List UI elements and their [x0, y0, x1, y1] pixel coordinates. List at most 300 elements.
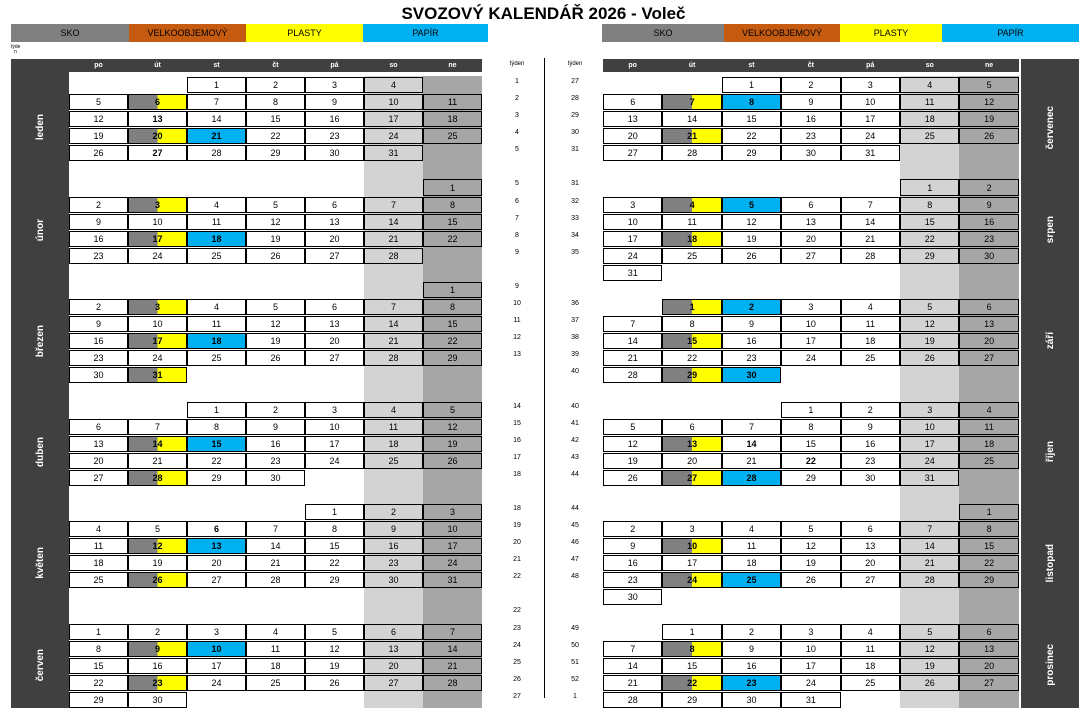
week-number: 18 [513, 505, 521, 512]
day-cell: 4 [364, 77, 423, 93]
week-number: 13 [513, 351, 521, 359]
day-cell: 14 [128, 436, 187, 452]
day-cell: 3 [603, 197, 662, 213]
day-cell: 9 [69, 316, 128, 332]
day-cell: 14 [603, 333, 662, 349]
day-cell: 3 [781, 299, 840, 315]
week-number: 3 [515, 112, 519, 120]
day-cell: 28 [128, 470, 187, 486]
day-cell: 23 [364, 555, 423, 571]
week-header-left: týden [509, 61, 525, 67]
legend-right [602, 24, 1079, 42]
day-cell: 13 [364, 641, 423, 657]
month-label-right-4 [1021, 503, 1079, 623]
day-cell: 11 [662, 214, 721, 230]
week-number: 23 [513, 624, 521, 632]
week-number: 16 [513, 436, 521, 444]
week-number: 32 [571, 197, 579, 205]
day-cell: 30 [781, 145, 840, 161]
day-cell: 26 [900, 675, 959, 691]
day-cell: 27 [364, 675, 423, 691]
day-cell: 12 [69, 111, 128, 127]
day-cell: 30 [722, 367, 781, 383]
day-cell: 5 [305, 624, 364, 640]
day-cell: 25 [187, 350, 246, 366]
week-number: 47 [571, 556, 579, 564]
day-header-5: so [925, 62, 934, 69]
day-cell: 24 [187, 675, 246, 691]
day-cell: 18 [722, 555, 781, 571]
day-cell: 8 [187, 419, 246, 435]
day-cell: 11 [959, 419, 1018, 435]
day-cell: 11 [187, 316, 246, 332]
day-cell: 21 [841, 231, 900, 247]
day-cell: 14 [187, 111, 246, 127]
day-cell: 12 [781, 538, 840, 554]
day-cell: 12 [959, 94, 1018, 110]
week-number: 22 [513, 573, 521, 581]
day-cell: 25 [722, 572, 781, 588]
week-number: 31 [571, 180, 579, 188]
day-cell: 25 [246, 675, 305, 691]
day-cell: 2 [722, 299, 781, 315]
month-name: březen [34, 324, 46, 357]
day-cell: 9 [128, 641, 187, 657]
day-cell: 4 [841, 624, 900, 640]
day-cell: 24 [662, 572, 721, 588]
day-cell: 3 [187, 624, 246, 640]
day-cell: 5 [959, 77, 1018, 93]
day-cell: 17 [187, 658, 246, 674]
month-name: září [1044, 332, 1056, 350]
day-cell: 16 [722, 658, 781, 674]
week-number: 12 [513, 334, 521, 342]
day-cell: 9 [841, 419, 900, 435]
day-cell: 25 [662, 248, 721, 264]
day-cell: 22 [662, 350, 721, 366]
day-cell: 22 [246, 128, 305, 144]
corner-subtext: n [14, 49, 17, 55]
day-header-4: pá [866, 62, 875, 69]
month-name: červen [34, 649, 46, 682]
day-cell: 16 [305, 111, 364, 127]
day-cell: 25 [423, 128, 482, 144]
day-cell: 11 [900, 94, 959, 110]
day-cell: 29 [69, 692, 128, 708]
day-cell: 9 [959, 197, 1018, 213]
day-cell: 22 [781, 453, 840, 469]
day-cell: 8 [959, 521, 1018, 537]
day-cell: 29 [781, 470, 840, 486]
month-name: duben [34, 436, 46, 467]
day-cell: 15 [662, 658, 721, 674]
day-header-1: út [688, 62, 696, 69]
week-number: 33 [571, 214, 579, 222]
month-label-left-3 [11, 401, 69, 503]
day-cell: 10 [423, 521, 482, 537]
day-cell: 4 [841, 299, 900, 315]
day-cell: 16 [959, 214, 1018, 230]
day-cell: 19 [900, 658, 959, 674]
week-number: 41 [571, 419, 579, 427]
week-number: 10 [513, 300, 521, 308]
day-cell: 20 [187, 555, 246, 571]
week-number: 15 [513, 419, 521, 427]
week-number: 31 [571, 146, 579, 154]
day-cell: 24 [603, 248, 662, 264]
day-cell: 10 [128, 214, 187, 230]
day-cell: 28 [423, 675, 482, 691]
day-cell: 20 [69, 453, 128, 469]
day-cell: 17 [603, 231, 662, 247]
day-cell: 14 [841, 214, 900, 230]
day-cell: 24 [841, 128, 900, 144]
day-cell: 4 [246, 624, 305, 640]
day-cell: 13 [305, 316, 364, 332]
day-cell: 3 [781, 624, 840, 640]
day-cell: 6 [187, 521, 246, 537]
day-cell: 9 [722, 641, 781, 657]
day-cell: 18 [959, 436, 1018, 452]
day-cell: 30 [364, 572, 423, 588]
day-cell: 22 [187, 453, 246, 469]
day-cell: 29 [187, 470, 246, 486]
day-cell: 17 [781, 658, 840, 674]
day-cell: 15 [423, 316, 482, 332]
week-number: 38 [571, 334, 579, 342]
day-cell: 2 [781, 77, 840, 93]
day-cell: 13 [69, 436, 128, 452]
day-cell: 24 [781, 350, 840, 366]
day-cell: 14 [900, 538, 959, 554]
day-cell: 29 [305, 572, 364, 588]
day-cell: 15 [781, 436, 840, 452]
day-cell: 16 [364, 538, 423, 554]
day-cell: 8 [900, 197, 959, 213]
month-name: únor [34, 218, 46, 241]
day-cell: 21 [364, 231, 423, 247]
day-cell: 17 [781, 333, 840, 349]
day-cell: 2 [69, 299, 128, 315]
corner-text: týde [11, 44, 21, 50]
day-cell: 5 [128, 521, 187, 537]
day-cell: 14 [722, 436, 781, 452]
day-cell: 21 [246, 555, 305, 571]
day-cell: 20 [364, 658, 423, 674]
day-cell: 2 [364, 504, 423, 520]
day-cell: 16 [603, 555, 662, 571]
week-number: 18 [513, 470, 521, 478]
day-cell: 17 [423, 538, 482, 554]
day-cell: 24 [305, 453, 364, 469]
day-cell: 23 [722, 675, 781, 691]
day-header-6: ne [984, 62, 994, 69]
day-cell: 19 [722, 231, 781, 247]
day-cell: 26 [246, 248, 305, 264]
day-cell: 26 [69, 145, 128, 161]
day-cell: 19 [781, 555, 840, 571]
day-cell: 11 [364, 419, 423, 435]
day-cell: 20 [662, 453, 721, 469]
day-cell: 23 [722, 350, 781, 366]
day-cell: 15 [900, 214, 959, 230]
day-cell: 24 [128, 350, 187, 366]
week-number: 44 [571, 505, 579, 512]
legend-plasty: PLASTY [246, 24, 363, 42]
day-cell: 5 [900, 299, 959, 315]
day-header-3: čt [807, 62, 814, 69]
day-cell: 23 [305, 128, 364, 144]
day-cell: 28 [364, 248, 423, 264]
day-cell: 18 [900, 111, 959, 127]
day-cell: 28 [603, 692, 662, 708]
month-label-right-0 [1021, 76, 1079, 178]
day-cell: 8 [662, 316, 721, 332]
day-cell: 11 [187, 214, 246, 230]
day-cell: 19 [423, 436, 482, 452]
day-cell: 28 [722, 470, 781, 486]
day-cell: 15 [662, 333, 721, 349]
day-cell: 29 [662, 692, 721, 708]
day-cell: 20 [781, 231, 840, 247]
day-cell: 22 [662, 675, 721, 691]
day-cell: 6 [959, 624, 1018, 640]
day-cell: 1 [69, 624, 128, 640]
day-cell: 1 [423, 179, 482, 195]
week-number: 39 [571, 351, 579, 359]
day-cell: 14 [662, 111, 721, 127]
day-cell: 27 [662, 470, 721, 486]
day-header-2: st [748, 62, 755, 69]
day-header-0: po [94, 62, 103, 69]
day-cell: 7 [364, 197, 423, 213]
month-name: červenec [1044, 105, 1056, 149]
day-cell: 7 [246, 521, 305, 537]
day-cell: 9 [603, 538, 662, 554]
center-divider [544, 58, 545, 698]
week-number: 30 [571, 129, 579, 137]
day-cell: 14 [246, 538, 305, 554]
day-cell: 25 [900, 128, 959, 144]
day-cell: 27 [959, 675, 1018, 691]
legend-papír: PAPÍR [363, 24, 488, 42]
day-cell: 8 [722, 94, 781, 110]
day-cell: 26 [423, 453, 482, 469]
day-cell: 12 [423, 419, 482, 435]
day-cell: 19 [900, 333, 959, 349]
day-cell: 3 [841, 77, 900, 93]
week-number: 22 [513, 607, 521, 615]
day-header-2: st [213, 62, 220, 69]
day-cell: 20 [603, 128, 662, 144]
day-cell: 22 [423, 231, 482, 247]
day-cell: 23 [841, 453, 900, 469]
day-cell: 8 [246, 94, 305, 110]
day-cell: 13 [959, 641, 1018, 657]
day-cell: 1 [722, 77, 781, 93]
month-label-left-5 [11, 623, 69, 708]
day-cell: 7 [128, 419, 187, 435]
day-cell: 21 [662, 128, 721, 144]
day-cell: 27 [187, 572, 246, 588]
day-cell: 7 [187, 94, 246, 110]
day-cell: 6 [69, 419, 128, 435]
day-cell: 1 [187, 77, 246, 93]
week-number: 26 [513, 675, 521, 683]
day-cell: 7 [662, 94, 721, 110]
day-cell: 8 [423, 299, 482, 315]
day-cell: 27 [128, 145, 187, 161]
day-cell: 2 [246, 77, 305, 93]
day-cell: 2 [841, 402, 900, 418]
day-cell: 3 [662, 521, 721, 537]
day-cell: 13 [603, 111, 662, 127]
day-cell: 22 [423, 333, 482, 349]
day-cell: 3 [128, 197, 187, 213]
day-cell: 21 [722, 453, 781, 469]
day-cell: 27 [603, 145, 662, 161]
day-cell: 6 [305, 299, 364, 315]
day-cell: 23 [603, 572, 662, 588]
week-number: 49 [571, 624, 579, 632]
day-cell: 3 [128, 299, 187, 315]
day-cell: 4 [364, 402, 423, 418]
week-number: 19 [513, 522, 521, 530]
day-cell: 19 [603, 453, 662, 469]
day-cell: 25 [69, 572, 128, 588]
legend-sko: SKO [11, 24, 129, 42]
day-cell: 24 [781, 675, 840, 691]
day-cell: 16 [722, 333, 781, 349]
day-cell: 25 [841, 675, 900, 691]
corner-label [11, 45, 20, 55]
month-name: srpen [1044, 216, 1056, 244]
day-cell: 7 [603, 316, 662, 332]
day-cell: 4 [900, 77, 959, 93]
week-number: 46 [571, 539, 579, 547]
day-cell: 6 [603, 94, 662, 110]
day-cell: 26 [305, 675, 364, 691]
day-cell: 2 [69, 197, 128, 213]
day-cell: 7 [722, 419, 781, 435]
day-cell: 28 [662, 145, 721, 161]
day-cell: 10 [603, 214, 662, 230]
day-cell: 19 [246, 333, 305, 349]
day-cell: 25 [841, 350, 900, 366]
month-name: listopad [1044, 543, 1056, 582]
week-number: 11 [513, 317, 521, 325]
month-name: leden [34, 114, 46, 141]
day-cell: 10 [841, 94, 900, 110]
day-cell: 26 [959, 128, 1018, 144]
day-cell: 16 [841, 436, 900, 452]
day-cell: 10 [781, 316, 840, 332]
day-cell: 31 [841, 145, 900, 161]
day-cell: 1 [662, 624, 721, 640]
day-cell: 2 [128, 624, 187, 640]
day-cell: 14 [364, 316, 423, 332]
week-number: 7 [515, 214, 519, 222]
day-cell: 24 [900, 453, 959, 469]
day-cell: 9 [364, 521, 423, 537]
week-number: 9 [515, 282, 519, 290]
day-cell: 9 [69, 214, 128, 230]
day-cell: 31 [781, 692, 840, 708]
day-cell: 3 [423, 504, 482, 520]
day-cell: 31 [128, 367, 187, 383]
day-cell: 15 [423, 214, 482, 230]
day-cell: 6 [305, 197, 364, 213]
day-cell: 22 [900, 231, 959, 247]
day-cell: 10 [900, 419, 959, 435]
day-cell: 31 [423, 572, 482, 588]
day-cell: 23 [69, 350, 128, 366]
day-cell: 28 [187, 145, 246, 161]
legend-papír: PAPÍR [942, 24, 1079, 42]
day-cell: 21 [603, 350, 662, 366]
day-cell: 28 [900, 572, 959, 588]
day-cell: 21 [187, 128, 246, 144]
day-cell: 19 [246, 231, 305, 247]
day-cell: 20 [841, 555, 900, 571]
day-cell: 25 [959, 453, 1018, 469]
day-cell: 20 [959, 658, 1018, 674]
legend-velkoobjemový: VELKOOBJEMOVÝ [724, 24, 840, 42]
legend-plasty: PLASTY [840, 24, 942, 42]
week-number: 37 [571, 317, 579, 325]
day-cell: 21 [423, 658, 482, 674]
day-cell: 24 [364, 128, 423, 144]
legend-left [11, 24, 488, 42]
sunday-column-right [959, 76, 1018, 708]
day-cell: 11 [841, 316, 900, 332]
day-cell: 26 [603, 470, 662, 486]
day-cell: 30 [722, 692, 781, 708]
month-label-right-3 [1021, 401, 1079, 503]
day-cell: 1 [900, 179, 959, 195]
week-number: 48 [571, 573, 579, 581]
day-cell: 5 [246, 197, 305, 213]
day-cell: 23 [959, 231, 1018, 247]
day-cell: 10 [305, 419, 364, 435]
week-number: 50 [571, 641, 579, 649]
day-cell: 22 [69, 675, 128, 691]
day-cell: 5 [900, 624, 959, 640]
day-cell: 1 [187, 402, 246, 418]
day-cell: 29 [246, 145, 305, 161]
day-cell: 30 [603, 589, 662, 605]
month-label-left-1 [11, 178, 69, 280]
day-cell: 26 [722, 248, 781, 264]
day-cell: 27 [305, 248, 364, 264]
day-cell: 14 [603, 658, 662, 674]
week-number: 21 [513, 556, 521, 564]
day-cell: 6 [841, 521, 900, 537]
day-cell: 2 [959, 179, 1018, 195]
week-number: 35 [571, 248, 579, 256]
day-cell: 13 [662, 436, 721, 452]
day-cell: 15 [187, 436, 246, 452]
day-cell: 15 [722, 111, 781, 127]
day-cell: 4 [662, 197, 721, 213]
day-cell: 9 [781, 94, 840, 110]
day-cell: 7 [423, 624, 482, 640]
day-cell: 25 [364, 453, 423, 469]
day-cell: 31 [364, 145, 423, 161]
day-cell: 17 [900, 436, 959, 452]
day-cell: 26 [900, 350, 959, 366]
day-cell: 9 [246, 419, 305, 435]
